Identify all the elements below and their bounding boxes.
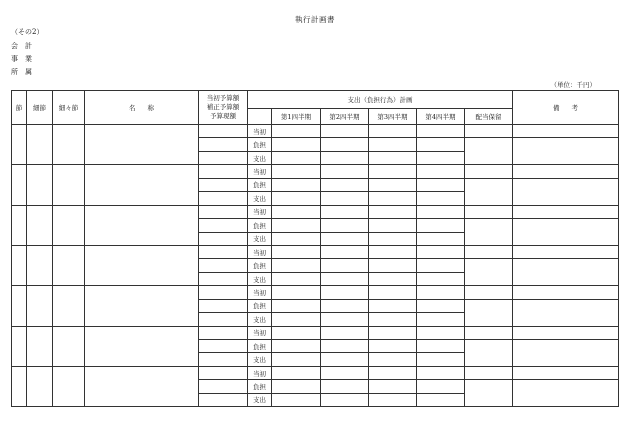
budget-cell[interactable] bbox=[199, 138, 248, 151]
q3-cell[interactable] bbox=[369, 366, 417, 379]
q2-cell[interactable] bbox=[321, 286, 369, 299]
q4-cell[interactable] bbox=[417, 205, 465, 218]
setsu-cell[interactable] bbox=[12, 165, 27, 205]
plan-table bbox=[11, 90, 619, 407]
remarks-cell[interactable] bbox=[513, 165, 619, 178]
budget-cell[interactable] bbox=[199, 299, 248, 312]
col-budget-revised: 補正予算額 bbox=[206, 103, 240, 111]
q4-cell[interactable] bbox=[417, 366, 465, 379]
remarks-cell[interactable] bbox=[513, 205, 619, 218]
saisaisetsu-cell[interactable] bbox=[53, 165, 85, 205]
q4-cell[interactable] bbox=[417, 340, 465, 353]
q1-cell[interactable] bbox=[272, 125, 321, 138]
q1-cell[interactable] bbox=[272, 326, 321, 339]
q3-cell[interactable] bbox=[369, 178, 417, 191]
budget-cell[interactable] bbox=[199, 125, 248, 138]
kind-label: 負担 bbox=[248, 178, 272, 191]
col-budget-current: 予算現額 bbox=[210, 112, 236, 120]
col-q2: 第2四半期 bbox=[321, 109, 369, 125]
remarks-cell[interactable] bbox=[513, 219, 619, 246]
field-label: 所 属 bbox=[11, 68, 32, 76]
remarks-cell[interactable] bbox=[513, 299, 619, 326]
q2-cell[interactable] bbox=[321, 232, 369, 245]
q1-cell[interactable] bbox=[272, 219, 321, 232]
kind-label: 支出 bbox=[248, 353, 272, 366]
q2-cell[interactable] bbox=[321, 326, 369, 339]
q2-cell[interactable] bbox=[321, 313, 369, 326]
q1-cell[interactable] bbox=[272, 272, 321, 285]
kind-label: 支出 bbox=[248, 151, 272, 164]
col-q1: 第1四半期 bbox=[272, 109, 321, 125]
reserve-cell[interactable] bbox=[465, 366, 513, 379]
q3-cell[interactable] bbox=[369, 232, 417, 245]
q3-cell[interactable] bbox=[369, 151, 417, 164]
table-row bbox=[12, 286, 619, 299]
remarks-cell[interactable] bbox=[513, 366, 619, 379]
reserve-cell[interactable] bbox=[465, 205, 513, 218]
q3-cell[interactable] bbox=[369, 259, 417, 272]
name-cell[interactable] bbox=[85, 165, 199, 205]
col-q4: 第4四半期 bbox=[417, 109, 465, 125]
name-cell[interactable] bbox=[85, 286, 199, 326]
q3-cell[interactable] bbox=[369, 380, 417, 393]
budget-cell[interactable] bbox=[199, 259, 248, 272]
budget-cell[interactable] bbox=[199, 205, 248, 218]
q4-cell[interactable] bbox=[417, 259, 465, 272]
q3-cell[interactable] bbox=[369, 219, 417, 232]
saisetsu-cell[interactable] bbox=[27, 245, 53, 285]
budget-cell[interactable] bbox=[199, 245, 248, 258]
col-budget-initial: 当初予算額 bbox=[206, 94, 240, 102]
q2-cell[interactable] bbox=[321, 245, 369, 258]
q3-cell[interactable] bbox=[369, 326, 417, 339]
saisetsu-cell[interactable] bbox=[27, 286, 53, 326]
plan-body bbox=[12, 125, 619, 407]
remarks-cell[interactable] bbox=[513, 326, 619, 339]
kind-label: 当初 bbox=[248, 205, 272, 218]
q2-cell[interactable] bbox=[321, 272, 369, 285]
q4-cell[interactable] bbox=[417, 151, 465, 164]
q1-cell[interactable] bbox=[272, 151, 321, 164]
q2-cell[interactable] bbox=[321, 165, 369, 178]
reserve-cell[interactable] bbox=[465, 125, 513, 138]
q1-cell[interactable] bbox=[272, 366, 321, 379]
subtitle: （その2） bbox=[11, 28, 44, 36]
remarks-cell[interactable] bbox=[513, 340, 619, 367]
q3-cell[interactable] bbox=[369, 205, 417, 218]
q2-cell[interactable] bbox=[321, 299, 369, 312]
kind-label: 負担 bbox=[248, 138, 272, 151]
q1-cell[interactable] bbox=[272, 353, 321, 366]
q1-cell[interactable] bbox=[272, 286, 321, 299]
remarks-cell[interactable] bbox=[513, 380, 619, 407]
budget-cell[interactable] bbox=[199, 165, 248, 178]
saisetsu-cell[interactable] bbox=[27, 125, 53, 165]
saisetsu-cell[interactable] bbox=[27, 165, 53, 205]
col-saisetsu: 細節 bbox=[27, 91, 53, 125]
kind-label: 当初 bbox=[248, 165, 272, 178]
remarks-cell[interactable] bbox=[513, 125, 619, 138]
reserve-cell[interactable] bbox=[465, 178, 513, 205]
q1-cell[interactable] bbox=[272, 393, 321, 406]
kind-label: 当初 bbox=[248, 245, 272, 258]
q2-cell[interactable] bbox=[321, 192, 369, 205]
budget-cell[interactable] bbox=[199, 313, 248, 326]
budget-cell[interactable] bbox=[199, 380, 248, 393]
q3-cell[interactable] bbox=[369, 165, 417, 178]
table-row bbox=[12, 125, 619, 138]
q1-cell[interactable] bbox=[272, 313, 321, 326]
table-row bbox=[12, 366, 619, 379]
kind-label: 当初 bbox=[248, 326, 272, 339]
budget-cell[interactable] bbox=[199, 326, 248, 339]
kind-label: 当初 bbox=[248, 366, 272, 379]
kind-label: 支出 bbox=[248, 393, 272, 406]
reserve-cell[interactable] bbox=[465, 138, 513, 165]
reserve-cell[interactable] bbox=[465, 326, 513, 339]
setsu-cell[interactable] bbox=[12, 326, 27, 366]
saisaisetsu-cell[interactable] bbox=[53, 286, 85, 326]
q3-cell[interactable] bbox=[369, 245, 417, 258]
setsu-cell[interactable] bbox=[12, 286, 27, 326]
budget-cell[interactable] bbox=[199, 272, 248, 285]
col-remarks bbox=[513, 91, 619, 125]
q1-cell[interactable] bbox=[272, 178, 321, 191]
budget-cell[interactable] bbox=[199, 353, 248, 366]
budget-cell[interactable] bbox=[199, 393, 248, 406]
q4-cell[interactable] bbox=[417, 299, 465, 312]
remarks-cell[interactable] bbox=[513, 178, 619, 205]
kind-label: 当初 bbox=[248, 286, 272, 299]
q4-cell[interactable] bbox=[417, 219, 465, 232]
q2-cell[interactable] bbox=[321, 353, 369, 366]
q4-cell[interactable] bbox=[417, 165, 465, 178]
col-name-a: 名 bbox=[129, 104, 148, 112]
q2-cell[interactable] bbox=[321, 125, 369, 138]
document-title: 執行計画書 bbox=[295, 15, 335, 24]
q4-cell[interactable] bbox=[417, 178, 465, 191]
q4-cell[interactable] bbox=[417, 125, 465, 138]
reserve-cell[interactable] bbox=[465, 286, 513, 299]
q4-cell[interactable] bbox=[417, 192, 465, 205]
table-row bbox=[12, 326, 619, 339]
q1-cell[interactable] bbox=[272, 205, 321, 218]
table-row bbox=[12, 205, 619, 218]
name-cell[interactable] bbox=[85, 205, 199, 245]
q4-cell[interactable] bbox=[417, 272, 465, 285]
table-row bbox=[12, 165, 619, 178]
remarks-cell[interactable] bbox=[513, 286, 619, 299]
field-shozoku bbox=[11, 68, 32, 77]
budget-cell[interactable] bbox=[199, 286, 248, 299]
col-kind bbox=[248, 109, 272, 125]
q4-cell[interactable] bbox=[417, 232, 465, 245]
saisaisetsu-cell[interactable] bbox=[53, 205, 85, 245]
q4-cell[interactable] bbox=[417, 380, 465, 393]
q2-cell[interactable] bbox=[321, 340, 369, 353]
budget-cell[interactable] bbox=[199, 178, 248, 191]
q2-cell[interactable] bbox=[321, 366, 369, 379]
kind-label: 負担 bbox=[248, 340, 272, 353]
budget-cell[interactable] bbox=[199, 340, 248, 353]
q3-cell[interactable] bbox=[369, 313, 417, 326]
name-cell[interactable] bbox=[85, 125, 199, 165]
field-kaikei bbox=[11, 42, 32, 51]
kind-label: 負担 bbox=[248, 299, 272, 312]
setsu-cell[interactable] bbox=[12, 366, 27, 406]
col-setsu: 節 bbox=[12, 91, 27, 125]
kind-label: 負担 bbox=[248, 380, 272, 393]
q1-cell[interactable] bbox=[272, 299, 321, 312]
field-label: 事 業 bbox=[11, 55, 32, 63]
kind-label: 負担 bbox=[248, 259, 272, 272]
kind-label: 支出 bbox=[248, 192, 272, 205]
saisaisetsu-cell[interactable] bbox=[53, 326, 85, 366]
q3-cell[interactable] bbox=[369, 286, 417, 299]
col-remarks-b: 考 bbox=[571, 104, 578, 112]
remarks-cell[interactable] bbox=[513, 138, 619, 165]
col-name-b: 称 bbox=[147, 104, 154, 112]
col-q3: 第3四半期 bbox=[369, 109, 417, 125]
q1-cell[interactable] bbox=[272, 232, 321, 245]
setsu-cell[interactable] bbox=[12, 245, 27, 285]
q1-cell[interactable] bbox=[272, 380, 321, 393]
col-plan-group: 支出（負担行為）計画 bbox=[248, 91, 513, 109]
col-saisaisetsu: 細々節 bbox=[53, 91, 85, 125]
unit-label: （単位：千円） bbox=[550, 81, 596, 89]
col-reserve: 配当保留 bbox=[465, 109, 513, 125]
budget-cell[interactable] bbox=[199, 192, 248, 205]
setsu-cell[interactable] bbox=[12, 125, 27, 165]
q1-cell[interactable] bbox=[272, 165, 321, 178]
q3-cell[interactable] bbox=[369, 125, 417, 138]
table-row bbox=[12, 245, 619, 258]
q2-cell[interactable] bbox=[321, 259, 369, 272]
q4-cell[interactable] bbox=[417, 313, 465, 326]
q2-cell[interactable] bbox=[321, 178, 369, 191]
col-budget bbox=[199, 91, 248, 125]
saisetsu-cell[interactable] bbox=[27, 205, 53, 245]
q3-cell[interactable] bbox=[369, 192, 417, 205]
reserve-cell[interactable] bbox=[465, 165, 513, 178]
q4-cell[interactable] bbox=[417, 393, 465, 406]
saisetsu-cell[interactable] bbox=[27, 326, 53, 366]
q1-cell[interactable] bbox=[272, 245, 321, 258]
q2-cell[interactable] bbox=[321, 380, 369, 393]
q3-cell[interactable] bbox=[369, 138, 417, 151]
budget-cell[interactable] bbox=[199, 366, 248, 379]
q2-cell[interactable] bbox=[321, 151, 369, 164]
saisaisetsu-cell[interactable] bbox=[53, 245, 85, 285]
q3-cell[interactable] bbox=[369, 272, 417, 285]
kind-label: 支出 bbox=[248, 232, 272, 245]
q3-cell[interactable] bbox=[369, 353, 417, 366]
reserve-cell[interactable] bbox=[465, 299, 513, 326]
q4-cell[interactable] bbox=[417, 245, 465, 258]
name-cell[interactable] bbox=[85, 366, 199, 406]
reserve-cell[interactable] bbox=[465, 219, 513, 246]
q2-cell[interactable] bbox=[321, 393, 369, 406]
saisaisetsu-cell[interactable] bbox=[53, 125, 85, 165]
q4-cell[interactable] bbox=[417, 326, 465, 339]
kind-label: 支出 bbox=[248, 313, 272, 326]
q2-cell[interactable] bbox=[321, 219, 369, 232]
q4-cell[interactable] bbox=[417, 286, 465, 299]
kind-label: 当初 bbox=[248, 125, 272, 138]
q2-cell[interactable] bbox=[321, 138, 369, 151]
col-name bbox=[85, 91, 199, 125]
q1-cell[interactable] bbox=[272, 340, 321, 353]
q2-cell[interactable] bbox=[321, 205, 369, 218]
q1-cell[interactable] bbox=[272, 259, 321, 272]
kind-label: 支出 bbox=[248, 272, 272, 285]
reserve-cell[interactable] bbox=[465, 245, 513, 258]
name-cell[interactable] bbox=[85, 326, 199, 366]
reserve-cell[interactable] bbox=[465, 259, 513, 286]
q3-cell[interactable] bbox=[369, 340, 417, 353]
reserve-cell[interactable] bbox=[465, 380, 513, 407]
budget-cell[interactable] bbox=[199, 151, 248, 164]
q4-cell[interactable] bbox=[417, 353, 465, 366]
field-jigyo bbox=[11, 55, 32, 64]
name-cell[interactable] bbox=[85, 245, 199, 285]
q1-cell[interactable] bbox=[272, 192, 321, 205]
reserve-cell[interactable] bbox=[465, 340, 513, 367]
q3-cell[interactable] bbox=[369, 393, 417, 406]
saisaisetsu-cell[interactable] bbox=[53, 366, 85, 406]
field-label: 会 計 bbox=[11, 42, 32, 50]
kind-label: 負担 bbox=[248, 219, 272, 232]
q3-cell[interactable] bbox=[369, 299, 417, 312]
budget-cell[interactable] bbox=[199, 219, 248, 232]
budget-cell[interactable] bbox=[199, 232, 248, 245]
saisetsu-cell[interactable] bbox=[27, 366, 53, 406]
q1-cell[interactable] bbox=[272, 138, 321, 151]
col-remarks-a: 備 bbox=[553, 104, 572, 112]
setsu-cell[interactable] bbox=[12, 205, 27, 245]
q4-cell[interactable] bbox=[417, 138, 465, 151]
remarks-cell[interactable] bbox=[513, 245, 619, 258]
remarks-cell[interactable] bbox=[513, 259, 619, 286]
